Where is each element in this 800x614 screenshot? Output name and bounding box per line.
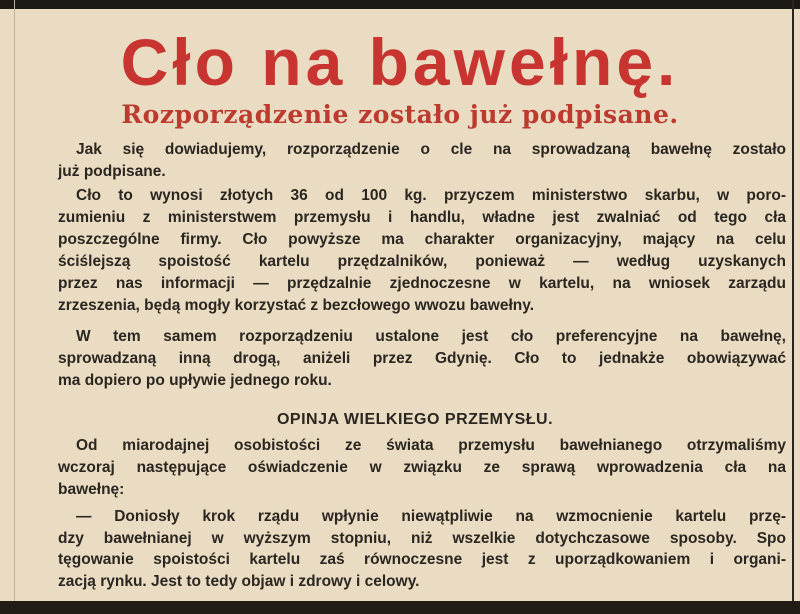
text-line: W tem samem rozporządzeniu ustalone jest cło preferencyjne na bawełnę,	[76, 328, 786, 345]
text-line: zumieniu z ministerstwem przemysłu i handlu, władne jest zwalniać od tego cła	[58, 209, 786, 226]
text-line: już podpisane.	[58, 163, 166, 180]
text-line: Jak się dowiadujemy, rozporządzenie o cle na sprowadzaną bawełnę zostało	[76, 141, 786, 158]
text-line: tęgowanie spoistości kartelu zaś równoczesne jest z uporządkowaniem i organi-	[58, 551, 786, 568]
text-line: ściślejszą spoistość kartelu przędzalników, ponieważ — według uzyskanych	[58, 253, 786, 270]
text-line: Cło to wynosi złotych 36 od 100 kg. przyczem ministerstwo skarbu, w poro-	[76, 187, 786, 204]
text-line: sprowadzaną inną drogą, aniżeli przez Gdynię. Cło to jednakże obowiązywać	[58, 350, 786, 367]
bottom-border	[0, 601, 800, 614]
section-heading: OPINJA WIELKIEGO PRZEMYSŁU.	[276, 411, 554, 428]
headline: Cło na bawełnę.	[120, 25, 680, 99]
text-line: bawełnę:	[58, 481, 125, 498]
text-line: ma dopiero po upływie jednego roku.	[58, 372, 332, 389]
text-line: zrzeszenia, będą mogły korzystać z bezcłowego wwozu bawełny.	[58, 297, 535, 314]
text-line: Od miarodajnej osobistości ze świata przemysłu bawełnianego otrzymaliśmy	[76, 437, 786, 454]
text-line: — Doniosły krok rządu wpłynie niewątpliwie na wzmocnienie kartelu przę-	[76, 508, 786, 525]
top-border	[0, 0, 800, 9]
text-line: zacją rynku. Jest to tedy objaw i zdrowy i celowy.	[58, 573, 420, 590]
text-line: wczoraj następujące oświadczenie w związku ze sprawą wprowadzenia cła na	[58, 459, 786, 476]
text-line: dzy bawełnianej w wyższym stopniu, niż wszelkie dotychczasowe sposoby. Spo	[58, 530, 786, 547]
text-line: poszczególne firmy. Cło powyższe ma charakter organizacyjny, mający na celu	[58, 231, 786, 248]
subheadline: Rozporządzenie zostało już podpisane.	[121, 100, 679, 129]
text-line: przez nas informacji — przędzalnie zjednoczesne w kartelu, na wniosek zarządu	[58, 275, 786, 292]
